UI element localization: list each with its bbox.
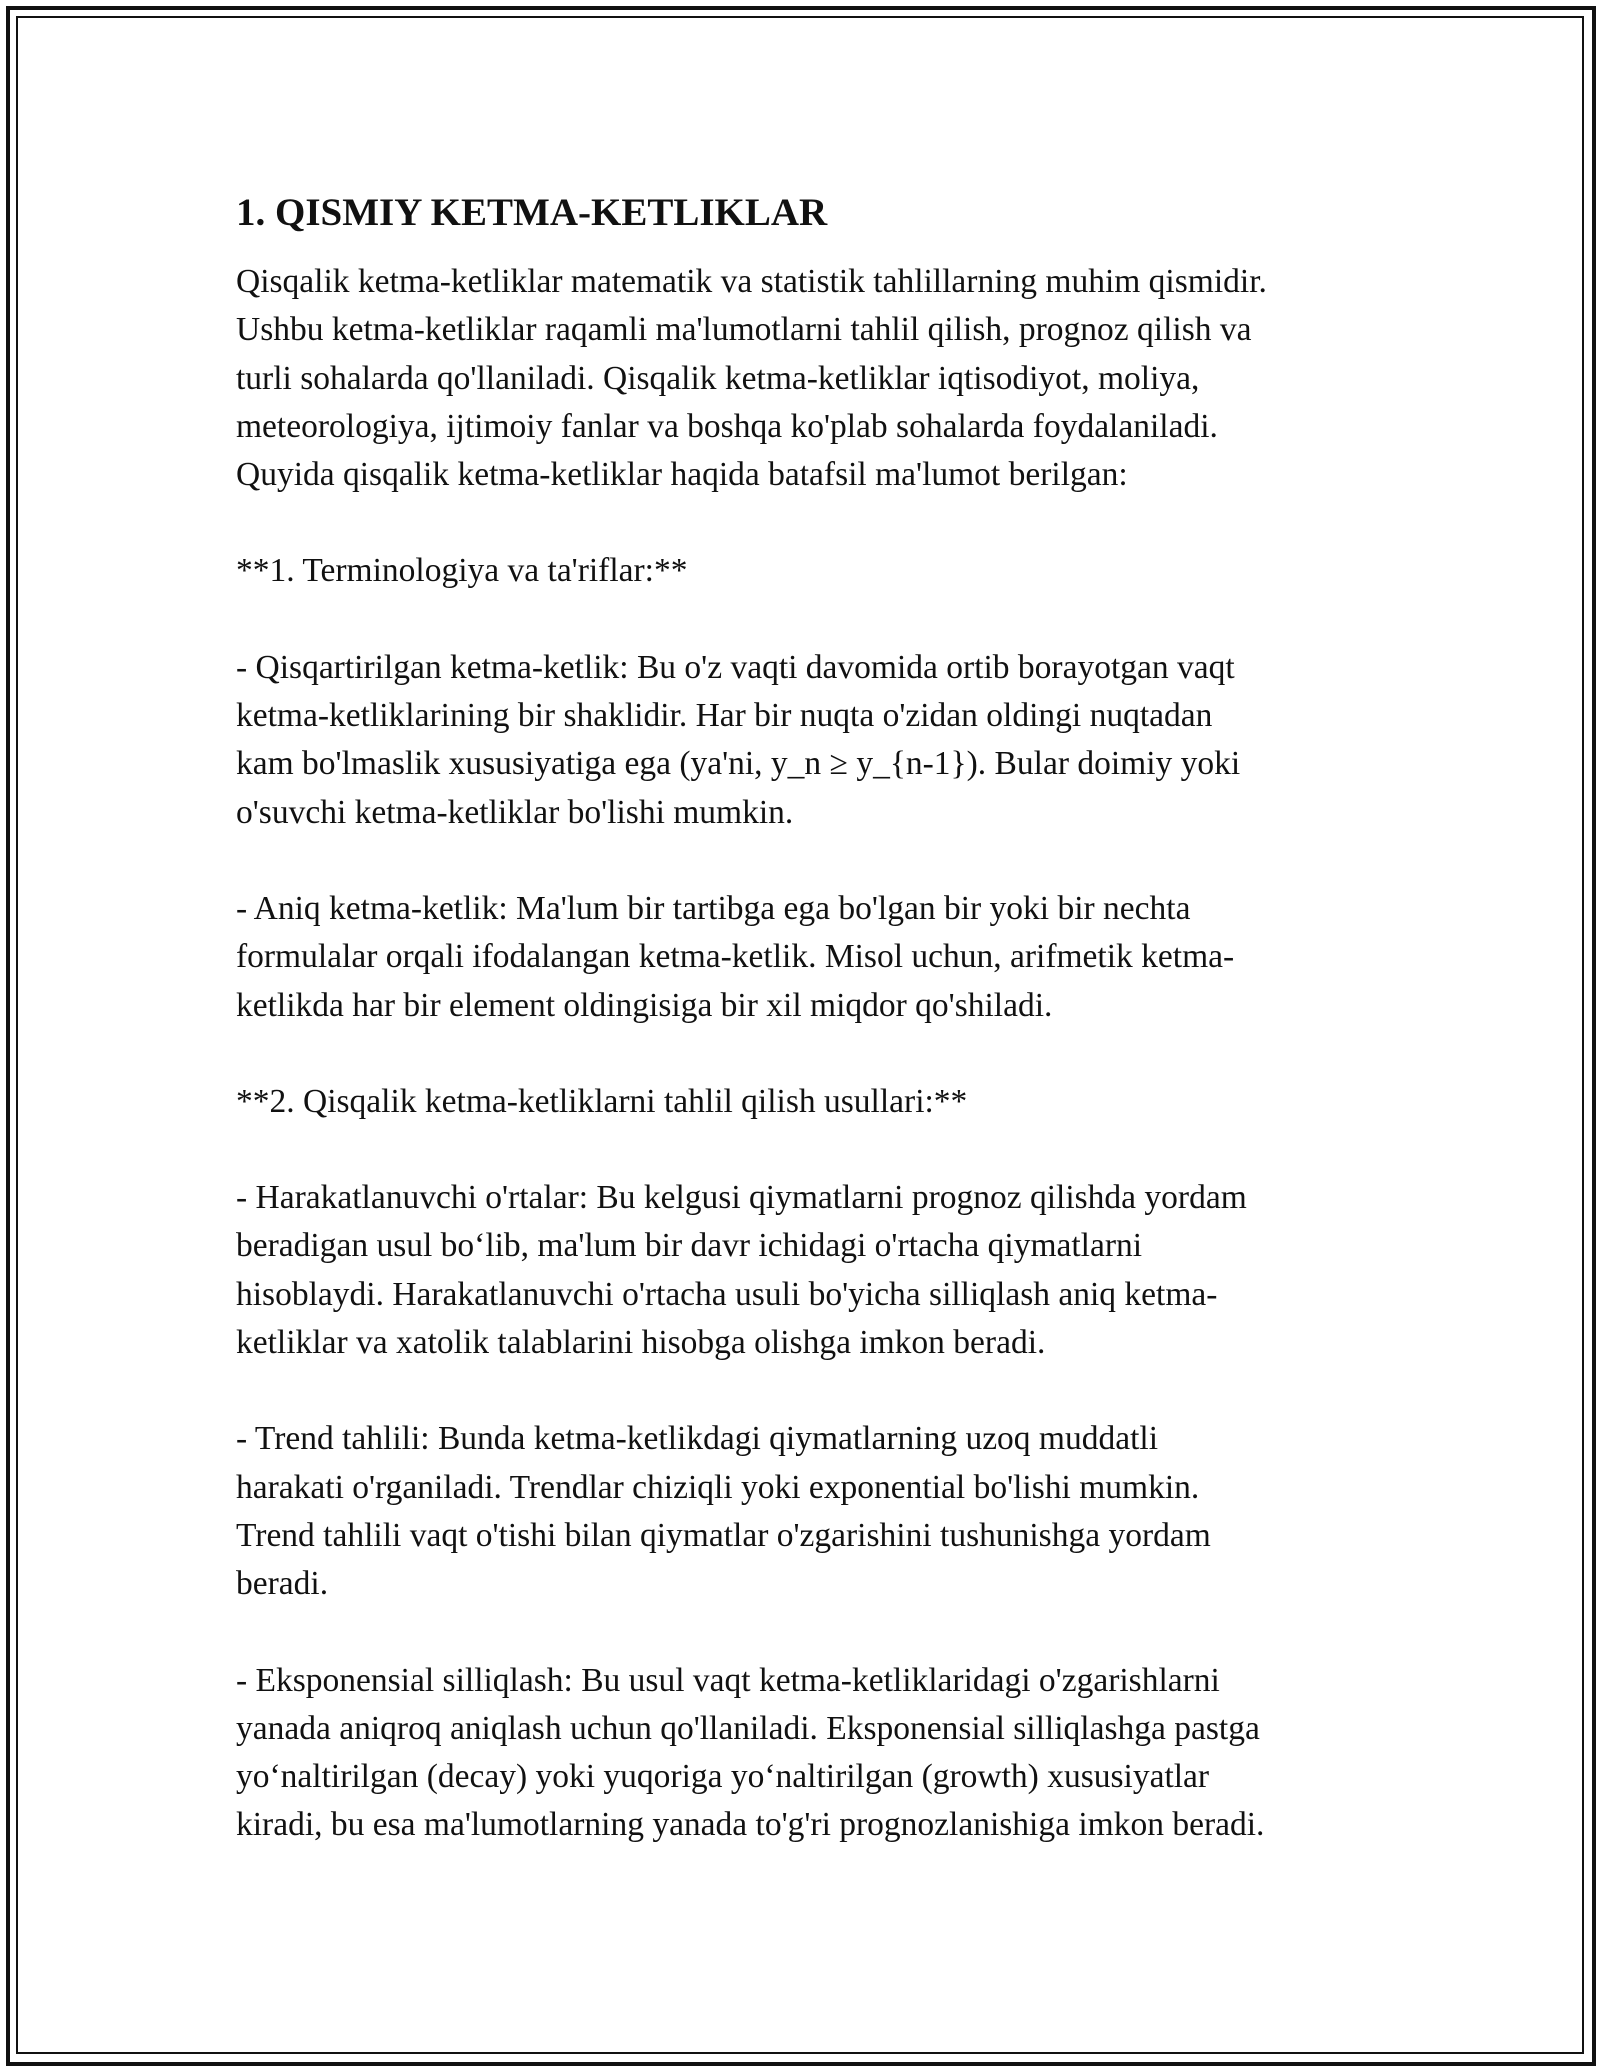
text-line: turli sohalarda qo'llaniladi. Qisqalik ketma-ketliklar iqtisodiyot, moliya, [236, 359, 1200, 397]
text-line: ketliklar va xatolik talablarini hisobga olishga imkon beradi. [236, 1324, 1046, 1362]
text-line: beradigan usul bo‘lib, ma'lum bir davr ichidagi o'rtacha qiymatlarni [236, 1227, 1143, 1265]
paragraph-moving-averages [236, 1174, 1406, 1367]
paragraph-exponential-smoothing [236, 1657, 1406, 1850]
text-line: hisoblaydi. Harakatlanuvchi o'rtacha usuli bo'yicha silliqlash aniq ketma- [236, 1275, 1218, 1313]
text-line: kiradi, bu esa ma'lumotlarning yanada to'g'ri prognozlanishiga imkon beradi. [236, 1806, 1265, 1844]
text-line: - Eksponensial silliqlash: Bu usul vaqt ketma-ketliklaridagi o'zgarishlarni [236, 1661, 1220, 1699]
text-line: yanada aniqroq aniqlash uchun qo'llaniladi. Eksponensial silliqlashga pastga [236, 1709, 1260, 1747]
paragraph-truncated-sequence [236, 644, 1406, 837]
text-line: Quyida qisqalik ketma-ketliklar haqida batafsil ma'lumot berilgan: [236, 456, 1128, 494]
text-line: kam bo'lmaslik xususiyatiga ega (ya'ni, y_n ≥ y_{n-1}). Bular doimiy yoki [236, 745, 1241, 783]
text-line: Qisqalik ketma-ketliklar matematik va statistik tahlillarning muhim qismidir. [236, 263, 1267, 300]
text-line: - Harakatlanuvchi o'rtalar: Bu kelgusi qiymatlarni prognoz qilishda yordam [236, 1179, 1247, 1217]
text-line: yo‘naltirilgan (decay) yoki yuqoriga yo‘naltirilgan (growth) xususiyatlar [236, 1758, 1210, 1796]
paragraph-intro [236, 258, 1406, 499]
text-line: meteorologiya, ijtimoiy fanlar va boshqa ko'plab sohalarda foydalaniladi. [236, 407, 1218, 445]
text-line: Ushbu ketma-ketliklar raqamli ma'lumotlarni tahlil qilish, prognoz qilish va [236, 311, 1252, 349]
section-heading-methods [236, 1078, 1406, 1126]
paragraph-exact-sequence [236, 885, 1406, 1030]
text-line: - Trend tahlili: Bunda ketma-ketlikdagi qiymatlarning uzoq muddatli [236, 1420, 1159, 1458]
text-line: - Aniq ketma-ketlik: Ma'lum bir tartibga ega bo'lgan bir yoki bir nechta [236, 889, 1191, 927]
text-line: harakati o'rganiladi. Trendlar chiziqli yoki exponential bo'lishi mumkin. [236, 1468, 1200, 1506]
text-line: beradi. [236, 1565, 329, 1603]
document-body [236, 188, 1406, 1898]
page-title: 1. QISMIY KETMA-KETLIKLAR [236, 191, 828, 234]
text-line: ketlikda har bir element oldingisiga bir xil miqdor qo'shiladi. [236, 986, 1053, 1024]
text-line: **1. Terminologiya va ta'riflar:** [236, 552, 688, 590]
paragraph-trend-analysis [236, 1415, 1406, 1608]
text-line: Trend tahlili vaqt o'tishi bilan qiymatlar o'zgarishini tushunishga yordam [236, 1516, 1211, 1554]
text-line: **2. Qisqalik ketma-ketliklarni tahlil qilish usullari:** [236, 1082, 968, 1120]
text-line: o'suvchi ketma-ketliklar bo'lishi mumkin. [236, 793, 794, 831]
text-line: formulalar orqali ifodalangan ketma-ketlik. Misol uchun, arifmetik ketma- [236, 938, 1235, 976]
text-line: ketma-ketliklarining bir shaklidir. Har bir nuqta o'zidan oldingi nuqtadan [236, 697, 1213, 735]
text-line: - Qisqartirilgan ketma-ketlik: Bu o'z vaqti davomida ortib borayotgan vaqt [236, 648, 1235, 686]
section-heading-terminology [236, 547, 1406, 595]
